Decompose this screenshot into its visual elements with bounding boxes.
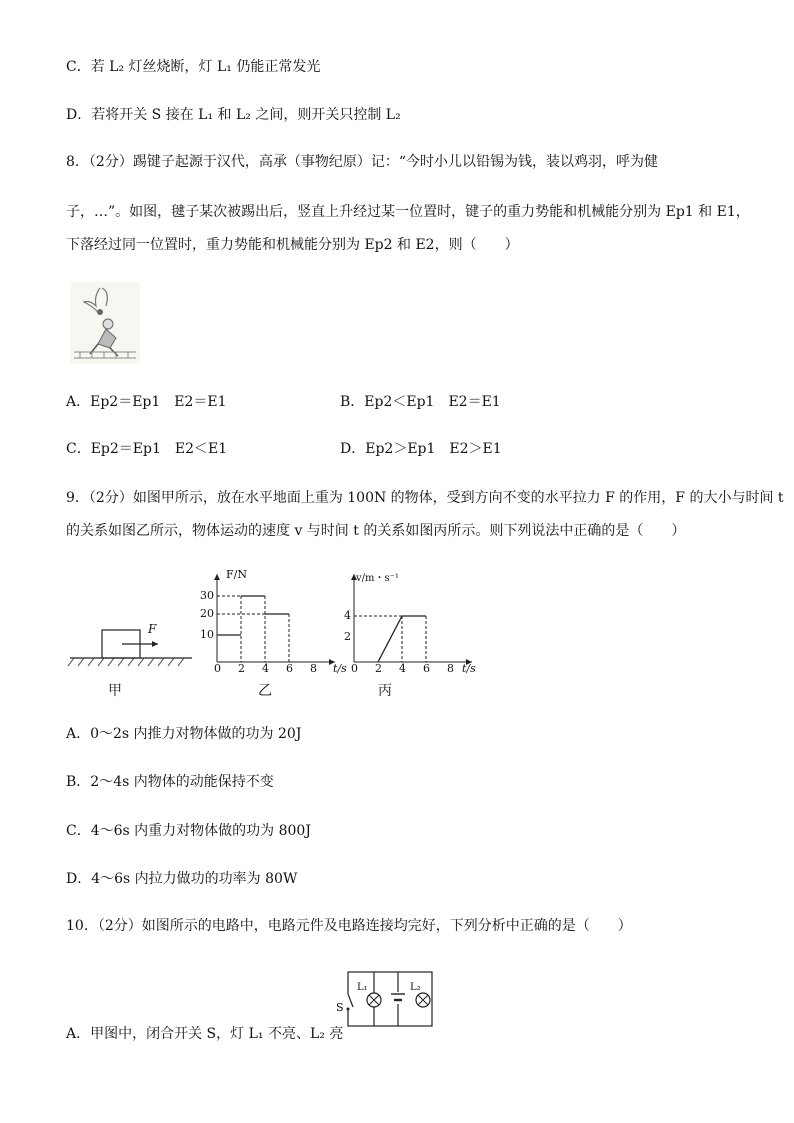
option-c-prev: C．若 L₂ 灯丝烧断，灯 L₁ 仍能正常发光	[66, 59, 321, 75]
chart-bing-xtick-0: 0	[351, 662, 358, 675]
q8-option-a: A．Ep2＝Ep1 E2＝E1	[66, 394, 227, 410]
circuit-label-s: S	[336, 1001, 344, 1014]
chart-bing-xtick-4: 4	[399, 662, 406, 675]
chart-yi-xtick-6: 6	[286, 662, 293, 675]
chart-bing-ytick-4: 4	[344, 609, 351, 622]
q10-option-a: A．甲图中，闭合开关 S，灯 L₁ 不亮、L₂ 亮	[66, 1026, 344, 1042]
chart-yi-xtick-0: 0	[214, 662, 221, 675]
chart-yi-xtick-8: 8	[310, 662, 317, 675]
q8-stem-line3: 下落经过同一位置时，重力势能和机械能分别为 Ep2 和 E2，则（ ）	[66, 237, 519, 253]
q9-option-c: C．4～6s 内重力对物体做的功为 800J	[66, 823, 311, 839]
chart-bing-xtick-8: 8	[447, 662, 454, 675]
circuit-label-l1: L₁	[357, 982, 368, 993]
figure-jia-block	[66, 620, 196, 670]
q9-stem-line1: 9．（2分）如图甲所示，放在水平地面上重为 100N 的物体，受到方向不变的水平拉力 F 的作用，F 的大小与时间 t	[66, 490, 784, 506]
circuit-figure	[336, 964, 442, 1034]
chart-yi-ytick-10: 10	[200, 628, 214, 641]
chart-yi-xtick-2: 2	[238, 662, 245, 675]
chart-yi-xtick-4: 4	[262, 662, 269, 675]
option-d-prev: D．若将开关 S 接在 L₁ 和 L₂ 之间，则开关只控制 L₂	[66, 107, 401, 123]
figure-jia-label: 甲	[108, 683, 122, 699]
q9-option-d: D．4～6s 内拉力做功的功率为 80W	[66, 871, 298, 887]
q8-stem-line2: 子，…”。如图，毽子某次被踢出后，竖直上升经过某一位置时，键子的重力势能和机械能分别为 Ep1 和 E1，	[66, 204, 750, 220]
chart-bing-ylabel: v/m・s⁻¹	[356, 573, 399, 584]
q9-stem-line2: 的关系如图乙所示，物体运动的速度 v 与时间 t 的关系如图丙所示。则下列说法中正确的是（ ）	[66, 523, 686, 539]
q8-stem-line1: 8．（2分）踢键子起源于汉代，高承（事物纪原）记：“今时小儿以铅锡为钱，装以鸡羽，呼为健	[66, 154, 658, 170]
q10-stem: 10．（2分）如图所示的电路中，电路元件及电路连接均完好，下列分析中正确的是（ ）	[66, 918, 632, 934]
figure-bing-label: 丙	[378, 683, 392, 699]
chart-bing-xtick-6: 6	[423, 662, 430, 675]
force-label: F	[148, 622, 157, 636]
q8-option-c: C．Ep2＝Ep1 E2＜E1	[66, 441, 228, 457]
q8-option-d: D．Ep2＞Ep1 E2＞E1	[340, 441, 502, 457]
chart-bing-xtick-2: 2	[375, 662, 382, 675]
chart-yi-ytick-20: 20	[200, 607, 214, 620]
q9-option-a: A．0～2s 内推力对物体做的功为 20J	[66, 726, 302, 742]
shuttlecock-figure	[70, 282, 140, 364]
chart-yi-ylabel: F/N	[226, 568, 247, 581]
q9-option-b: B．2～4s 内物体的动能保持不变	[66, 774, 274, 790]
chart-yi-ytick-30: 30	[200, 589, 214, 602]
chart-bing-ytick-2: 2	[344, 630, 351, 643]
chart-bing-xlabel: t/s	[462, 662, 476, 675]
chart-yi-xlabel: t/s	[333, 662, 347, 675]
q8-option-b: B．Ep2＜Ep1 E2＝E1	[340, 394, 501, 410]
figure-yi-label: 乙	[258, 683, 272, 699]
circuit-label-l2: L₂	[410, 982, 421, 993]
